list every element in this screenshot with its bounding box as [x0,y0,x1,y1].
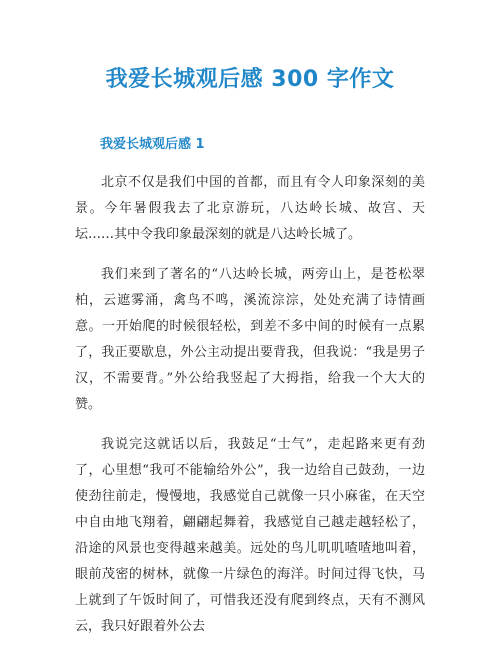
document-title: 我爱长城观后感 300 字作文 [105,67,395,92]
article-body [75,170,425,654]
paragraph: 我们来到了著名的“八达岭长城，两旁山上，是苍松翠柏，云遮雾涌，禽鸟不鸣，溪流淙淙，处处充满了诗情画意。一开始爬的时候很轻松，到差不多中间的时候有一点累了，我正要歇息，外公主动提出要背我，但我说：“我是男子汉，不需要背。”外公给我竖起了大拇指，给我一个大大的赞。 [75,267,425,412]
paragraph: 我说完这就话以后，我鼓足“士气”，走起路来更有劲了，心里想“我可不能输给外公”，我一边给自己鼓劲，一边使劲往前走，慢慢地，我感觉自己就像一只小麻雀，在天空中自由地飞翔着，翩翩起舞着，我感觉自己越走越轻松了，沿途的风景也变得越来越美。远处的鸟儿叽叽喳喳地叫着，眼前茂密的树林，就像一片绿色的海洋。时间过得飞快，马上就到了午饭时间了，可惜我还没有爬到终点，天有不测风云，我只好跟着外公去 [75,437,425,634]
paragraph: 北京不仅是我们中国的首都，而且有令人印象深刻的美景。今年暑假我去了北京游玩，八达岭长城、故宫、天坛……其中令我印象最深刻的就是八达岭长城了。 [75,175,425,242]
section-heading: 我爱长城观后感 1 [100,137,205,152]
